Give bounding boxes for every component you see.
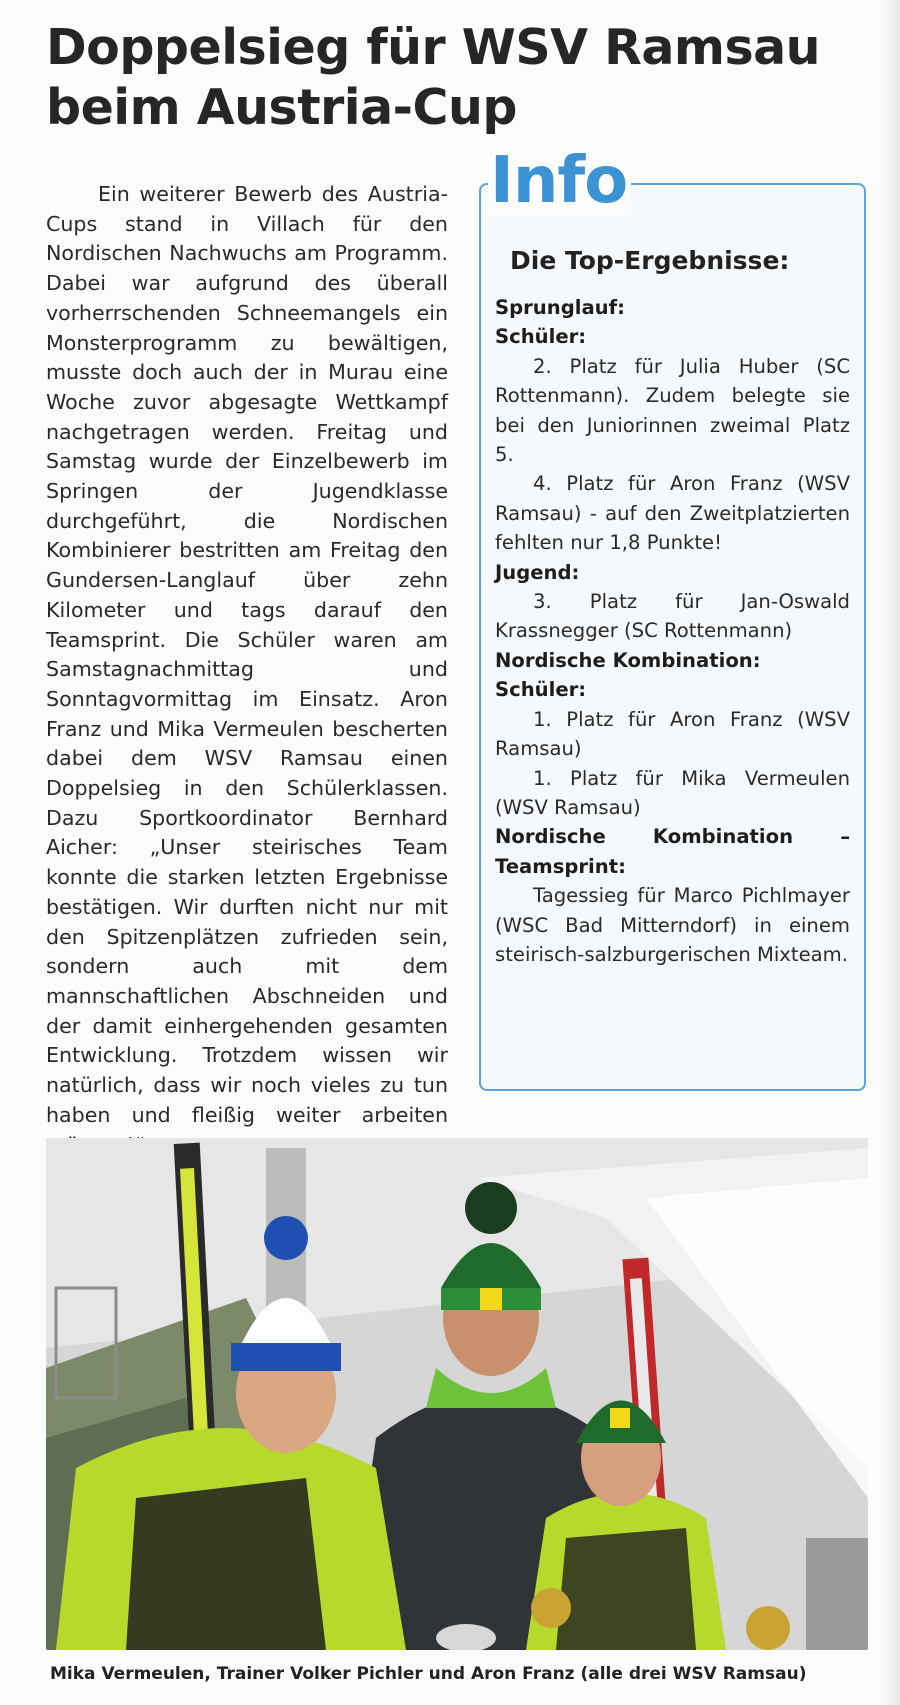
result-entry: 4. Platz für Aron Franz (WSV Ramsau) - auf den Zweitplatzierten fehlten nur 1,8 Punkte! [495, 472, 850, 555]
page-edge-shadow [880, 0, 900, 1705]
results-list [495, 293, 850, 969]
section-jugend: Jugend: [495, 560, 580, 584]
headline-line-1: Doppelsieg für WSV Ramsau [46, 19, 821, 76]
section-schueler-sprung: Schüler: [495, 325, 587, 349]
result-entry: 2. Platz für Julia Huber (SC Rottenmann). Zudem belegte sie bei den Juniorinnen zweimal Platz 5. [495, 354, 850, 467]
team-photo [46, 1138, 868, 1650]
headline-line-2: beim Austria-Cup [46, 79, 517, 136]
section-sprunglauf: Sprunglauf: [495, 296, 625, 319]
section-nordische-kombination: Nordische Kombination: [495, 648, 761, 672]
result-entry: 1. Platz für Mika Vermeulen (WSV Ramsau) [495, 766, 850, 819]
section-teamsprint: Nordische Kombination – Teamsprint: [495, 825, 850, 878]
result-entry: Tagessieg für Marco Pichlmayer (WSC Bad Mitterndorf) in einem steirisch-salzburgerischen Mixteam. [495, 884, 850, 966]
team-photo-illustration [46, 1138, 868, 1650]
article-body: Ein weiterer Bewerb des Austria-Cups stand in Villach für den Nordischen Nachwuchs am Programm. Dabei war aufgrund des überall vorherrschenden Schneemangels ein Monsterprogramm zu bewältigen, musste doch auch der in Murau eine Woche zuvor abgesagte Wettkampf nachgetragen werden. Freitag und Samstag wurde der Einzelbewerb im Springen der Jugendklasse durchgeführt, die Nordischen Kombinierer bestritten am Freitag den Gundersen-Langlauf über zehn Kilometer und tags darauf den Teamsprint. Die Schüler waren am Samstagnachmittag und Sonntagvormittag im Einsatz. Aron Franz und Mika Vermeulen bescherten dabei dem WSV Ramsau einen Doppelsieg in den Schülerklassen. Dazu Sportkoordinator Bernhard Aicher: „Unser steirisches Team konnte die starken letzten Ergebnisse bestätigen. Wir durften nicht nur mit den Spitzenplätzen zufrieden sein, sondern auch mit dem mannschaftlichen Abschneiden und der damit einhergehenden gesamten Entwicklung. Trotzdem wissen wir natürlich, dass wir noch vieles zu tun haben und fleißig weiter arbeiten [46, 182, 448, 1127]
result-entry: 1. Platz für Aron Franz (WSV Ramsau) [495, 707, 850, 761]
info-label: Info [488, 145, 631, 217]
section-schueler-kombination: Schüler: [495, 678, 587, 702]
photo-caption: Mika Vermeulen, Trainer Volker Pichler und Aron Franz (alle drei WSV Ramsau) [50, 1664, 807, 1684]
info-heading: Die Top-Ergebnisse: [510, 246, 790, 275]
article-headline [46, 18, 866, 138]
result-entry: 3. Platz für Jan-Oswald Krassnegger (SC Rottenmann) [495, 590, 850, 643]
